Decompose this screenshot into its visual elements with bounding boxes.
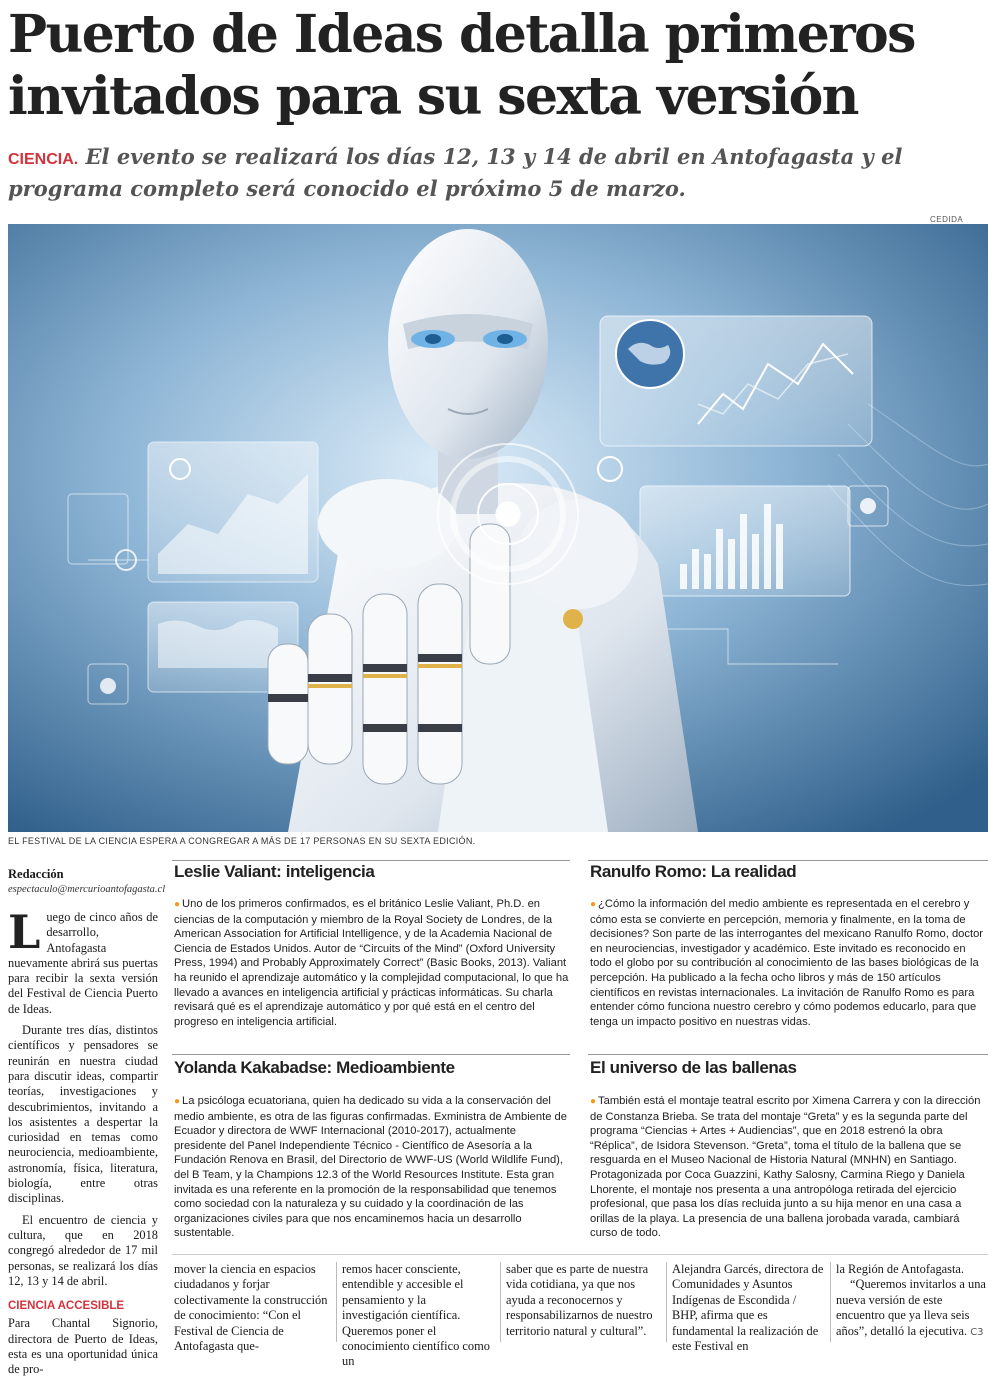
lead-paragraph-4: Para Chantal Signorio, directora de Puerto de Ideas, esta es una oportunidad única de pro- [8,1316,158,1377]
box-title-valiant: Leslie Valiant: inteligencia [174,862,375,881]
section-label: CIENCIA. [8,151,79,168]
bullet-icon: ● [590,899,597,910]
author-name: Redacción [8,867,64,881]
column-divider [336,1262,337,1342]
body-column-6-line: la Región de Antofagasta. [836,1262,965,1276]
lead-paragraph-1 [8,905,158,1017]
box-text-romo: ● ¿Cómo la información del medio ambiente es representada en el cerebro y cómo esta se convierte en percepción, memoria y finalmente, en la toma de decisiones? Son parte de las interrogantes del mexicano Ranulfo Romo, doctor en neurociencias, investigador y académico. Este invitado es reconocido en todo el globo por su contribución al conocimiento de las bases biológicas de la percepción. Ha publicado a la fecha ocho libros y más de 150 artículos científicos en revistas internacionales. La invitación de Ranulfo Romo es para entender cómo funciona nuestro cerebro y cómo podemos educarlo, para que tenga un impacto positivo en nuestras vidas. [590,898,984,1028]
deck-text: El evento se realizará los días 12, 13 y 14 de abril en Antofagasta y el programa completo será conocido el próximo 5 de marzo. [8,144,903,201]
box-rule [588,860,988,861]
person-icon [100,678,116,694]
column-divider [830,1262,831,1342]
robot-illustration [8,224,988,832]
lead-paragraph-1-text: uego de cinco años de desarrollo, Antofagasta nuevamente abrirá sus puertas para recibir la sexta versión del Festival de Ciencia Puerto de Ideas. [8,910,158,1016]
box-text-ballenas: ● También está el montaje teatral escrito por Ximena Carrera y con la dirección de Constanza Brieba. Se trata del montaje “Greta” y es la segunda parte del programa “Ciencias + Artes + Audiencias”, que en 2018 estrenó la obra “Réplica”, de Isidora Stevenson. “Greta”, toma el título de la ballena que se resguarda en el Museo Nacional de Historia Natural (MNHN) en Santiago. Protagonizada por Coca Guazzini, Kathy Salosny, Carmina Riego y Daniela Lhorente, el montaje nos presenta a una antropóloga retirada del ejercicio profesional, que pasa los días recluida junto a su hija menor en una casa a orillas de la playa. La presencia de una ballena jorobada varada, cambiará curso de todo. [590,1095,981,1240]
lead-paragraph-2: Durante tres días, distintos científicos y pensadores se reunirán en nuestra ciudad para discutir ideas, compartir teorías, investigaciones y descubrimientos, invitando a los asistentes a despertar la curiosidad en temas como neurociencia, medioambiente, astronomía, física, literatura, biología, entre otras disciplinas. [8,1023,158,1206]
body-column-6-quote: “Queremos invitarlos a una nueva versión de este encuentro que ya lleva seis años”, detalló la ejecutiva. C3 [836,1277,986,1338]
photo-caption: EL FESTIVAL DE LA CIENCIA ESPERA A CONGREGAR A MÁS DE 17 PERSONAS EN SU SEXTA EDICIÓN. [8,836,476,846]
box-text-valiant: ● Uno de los primeros confirmados, es el británico Leslie Valiant, Ph.D. en ciencias de la computación y miembro de la Royal Society de Londres, de la American Association for Artificial Intelligence, y de la Academia Nacional de Ciencia de Estados Unidos. Autor de “Circuits of the Mind” (Oxford University Press, 1994) and Probably Approximately Correct” (Basic Books, 2013). Valiant ha reunido el aprendizaje automático y la complejidad computacional, lo que ha llevado a avances en inteligencia artificial y prácticas informáticas. Su charla revisará qué es el aprendizaje automático y por qué está en el centro del progreso en inteligencia artificial. [174,898,569,1028]
body-column-6 [836,1262,988,1340]
bullet-icon: ● [590,1096,597,1107]
end-mark-icon: C3 [970,1326,984,1338]
box-title-ballenas: El universo de las ballenas [590,1058,797,1077]
box-title-kakabadse: Yolanda Kakabadse: Medioambiente [174,1058,455,1077]
deck [8,142,993,203]
lead-paragraph-3: El encuentro de ciencia y cultura, que en 2018 congregó alrededor de 17 mil personas, se realizará los días 12, 13 y 14 de abril. [8,1212,158,1288]
box-title-romo: Ranulfo Romo: La realidad [590,862,797,881]
bullet-icon: ● [174,1096,181,1107]
robot-illustration-svg [8,224,988,832]
body-column-4: saber que es parte de nuestra vida cotidiana, ya que nos ayuda a reconocernos y responsabilizarnos de nuestro territorio natural y cultural”. [506,1262,653,1338]
body-column-2: mover la ciencia en espacios ciudadanos y forjar colectivamente la construcción de conocimiento: “Con el Festival de Ciencia de Antofagasta que- [174,1262,328,1354]
bottom-rule [172,1254,988,1255]
byline [8,867,166,898]
box-text-kakabadse: ● La psicóloga ecuatoriana, quien ha dedicado su vida a la conservación del medio ambiente, es otra de las figuras confirmadas. Exministra de Ambiente de Ecuador y directora de WWF Internacional (2010-2017), actualmente presidente del Panel Independiente Técnico - Científico de Asesoría a la Fundación Renova en Brasil, del Directorio de WWF-US (World Wildlife Fund), del B Team, y la Champions 12.3 of the World Resources Institute. Esta gran invitada es una referente en la promoción de la responsabilidad que tenemos como sociedad con la naturaleza y su cuidado y la coordinación de las organizaciones civiles para que nos encaminemos hacia un desarrollo sustentable. [174,1095,568,1240]
drop-cap: L [8,905,41,959]
subhead-ciencia-accesible: CIENCIA ACCESIBLE [8,1300,125,1313]
bullet-icon: ● [174,899,181,910]
box-rule [172,1054,570,1055]
lead-column [8,905,158,1378]
photo-credit: CEDIDA [930,215,964,224]
headline: Puerto de Ideas detalla primeros invitados para su sexta versión [8,4,915,127]
column-divider [500,1262,501,1342]
body-column-5: Alejandra Garcés, directora de Comunidades y Asuntos Indígenas de Escondida / BHP, afirma que es fundamental la realización de este Festival en [672,1262,824,1354]
box-rule [172,860,570,861]
author-email[interactable]: espectaculo@mercurioantofagasta.cl [8,884,166,896]
column-divider [666,1262,667,1342]
body-column-3: remos hacer consciente, entendible y accesible el pensamiento y la investigación científica. Queremos poner el conocimiento científico como un [342,1262,490,1369]
box-rule [588,1054,988,1055]
